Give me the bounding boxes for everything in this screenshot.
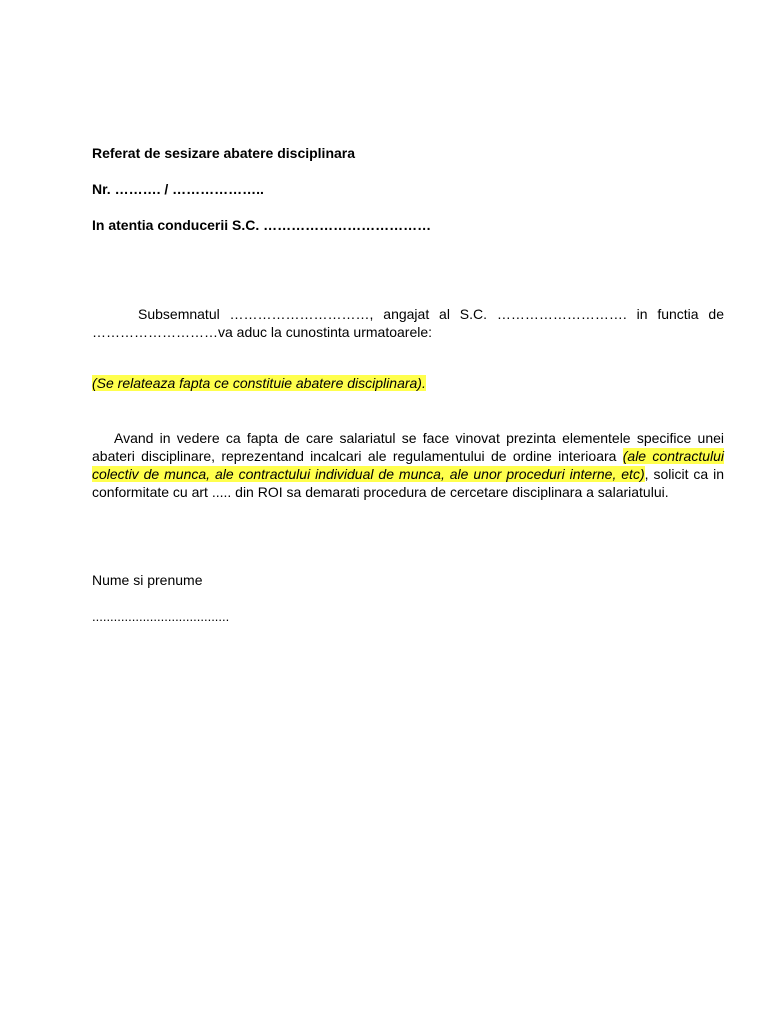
paragraph-request — [92, 429, 724, 501]
attention-line: In atentia conducerii S.C. ……………………………… — [92, 217, 432, 233]
paragraph-request-highlight: (ale contractului colectiv de munca, ale contractului individual de munca, ale unor proceduri interne, etc) — [92, 448, 724, 482]
paragraph-declaration-text: Subsemnatul …………………………, angajat al S.C. ………………………. in functia de ………………………va aduc la cunostinta urmatoarele: — [92, 306, 724, 340]
fact-note — [92, 375, 426, 391]
paragraph-request-start: Avand in vedere ca fapta de care salariatul se face vinovat prezinta elementele specifice unei abateri disciplinare, reprezentand incalcari ale regulamentului de ordine interioara — [92, 430, 724, 464]
paragraph-declaration — [92, 305, 724, 341]
document-title: Referat de sesizare abatere disciplinara — [92, 145, 356, 161]
signature-label: Nume si prenume — [92, 572, 203, 588]
signature-line: ...................................... — [92, 609, 230, 624]
fact-note-text: (Se relateaza fapta ce constituie abatere disciplinara). — [92, 375, 426, 391]
document-number-line: Nr. ………. / ……………….. — [92, 181, 264, 197]
paragraph-request-end: , solicit ca in conformitate cu art ..... din ROI sa demarati procedura de cercetare disciplinara a salariatului. — [92, 466, 725, 500]
